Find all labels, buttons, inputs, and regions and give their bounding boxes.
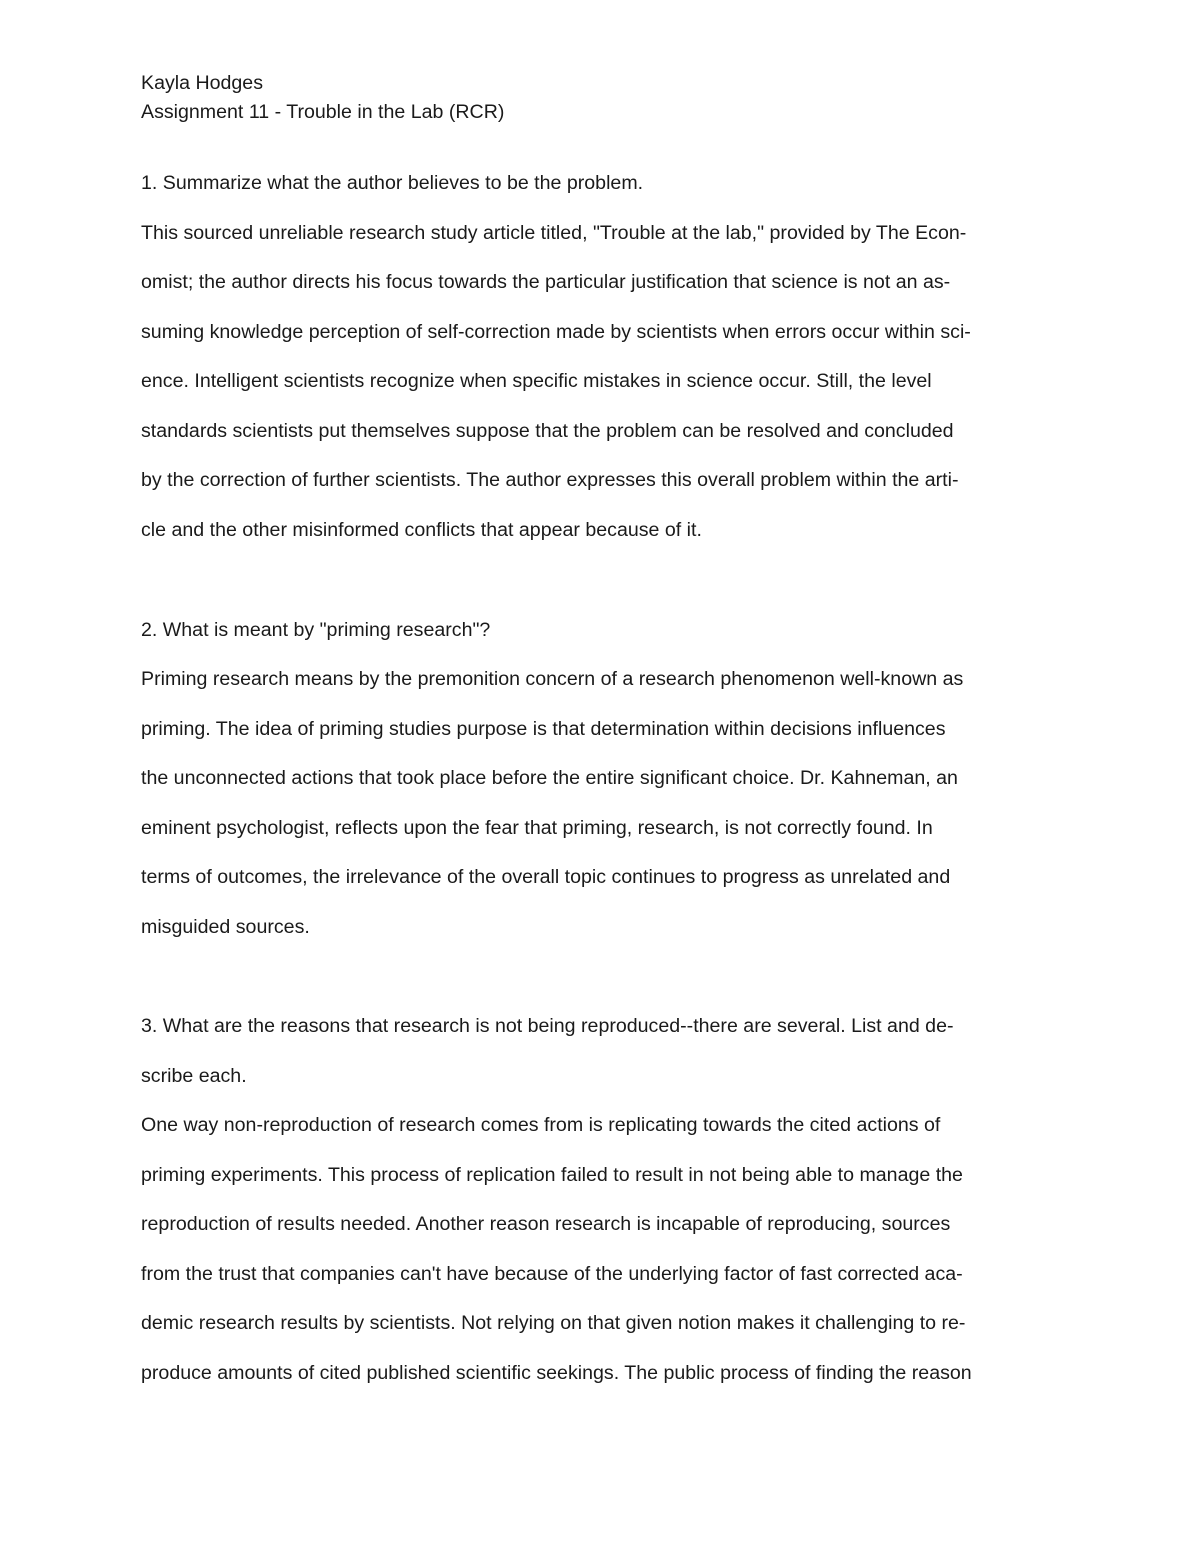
answer-1-line: omist; the author directs his focus towards the particular justification that science is not an as- xyxy=(141,271,951,293)
answer-3-line: One way non-reproduction of research comes from is replicating towards the cited actions of xyxy=(141,1114,941,1136)
answer-3-line: from the trust that companies can't have because of the underlying factor of fast corrected aca- xyxy=(141,1263,963,1285)
answer-2-line: misguided sources. xyxy=(141,916,310,938)
question-1: 1. Summarize what the author believes to be the problem. xyxy=(141,172,644,194)
answer-3-line: priming experiments. This process of replication failed to result in not being able to manage the xyxy=(141,1164,963,1186)
answer-3-line: reproduction of results needed. Another reason research is incapable of reproducing, sources xyxy=(141,1213,951,1235)
assignment-title: Assignment 11 - Trouble in the Lab (RCR) xyxy=(141,101,505,123)
question-2: 2. What is meant by "priming research"? xyxy=(141,619,491,641)
answer-1-line: This sourced unreliable research study article titled, "Trouble at the lab," provided by The Econ- xyxy=(141,222,967,244)
answer-1-line: cle and the other misinformed conflicts that appear because of it. xyxy=(141,519,702,541)
answer-2-line: terms of outcomes, the irrelevance of the overall topic continues to progress as unrelated and xyxy=(141,866,951,888)
answer-2-line: Priming research means by the premonition concern of a research phenomenon well-known as xyxy=(141,668,964,690)
author-name: Kayla Hodges xyxy=(141,72,263,94)
answer-1-line: standards scientists put themselves suppose that the problem can be resolved and concluded xyxy=(141,420,954,442)
question-3-line: scribe each. xyxy=(141,1065,247,1087)
question-3-line: 3. What are the reasons that research is not being reproduced--there are several. List and de- xyxy=(141,1015,954,1037)
answer-2-line: the unconnected actions that took place before the entire significant choice. Dr. Kahneman, an xyxy=(141,767,958,789)
answer-1-line: ence. Intelligent scientists recognize when specific mistakes in science occur. Still, the level xyxy=(141,370,932,392)
answer-3-line: demic research results by scientists. Not relying on that given notion makes it challenging to re- xyxy=(141,1312,966,1334)
answer-3-line: produce amounts of cited published scientific seekings. The public process of finding the reason xyxy=(141,1362,972,1384)
answer-1-line: suming knowledge perception of self-correction made by scientists when errors occur within sci- xyxy=(141,321,971,343)
answer-2-line: priming. The idea of priming studies purpose is that determination within decisions influences xyxy=(141,718,946,740)
answer-1-line: by the correction of further scientists. The author expresses this overall problem within the arti- xyxy=(141,469,959,491)
answer-2-line: eminent psychologist, reflects upon the fear that priming, research, is not correctly found. In xyxy=(141,817,933,839)
